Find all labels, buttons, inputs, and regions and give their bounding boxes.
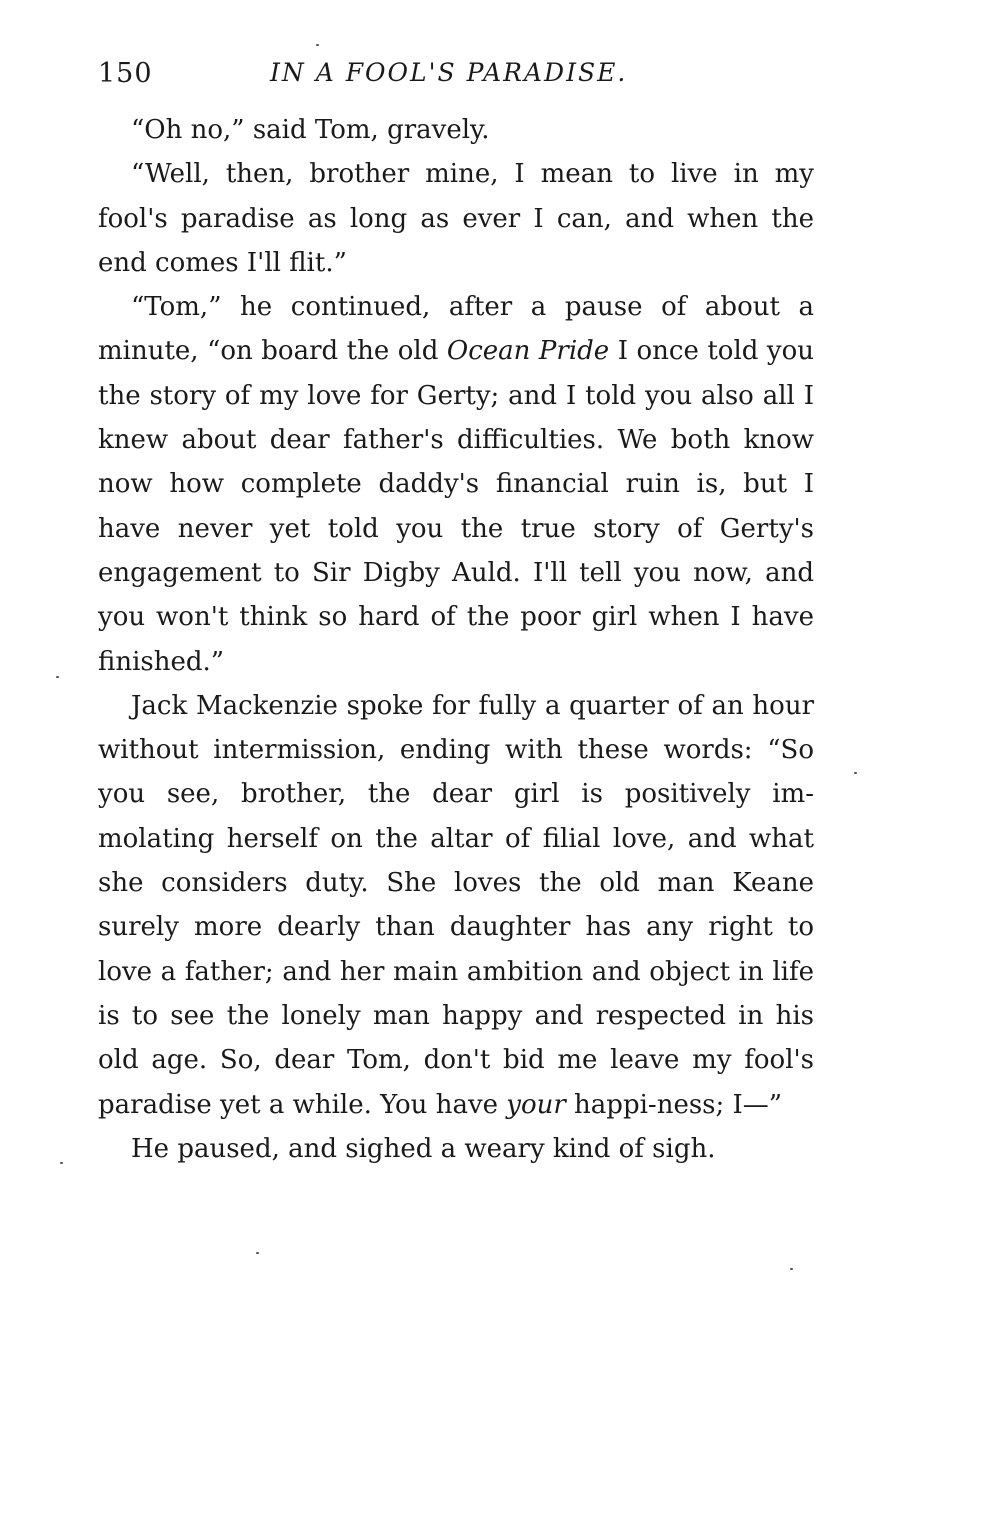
paragraph-5: He paused, and sighed a weary kind of sigh.	[131, 1133, 716, 1164]
paragraph-3	[98, 285, 814, 684]
scan-speck	[56, 676, 59, 678]
scan-speck	[790, 1268, 793, 1270]
body-text	[98, 108, 814, 1171]
paragraph-3-text-a: “Tom,” he continued, after a pause of about a minute, “on board the old	[98, 292, 814, 367]
scan-speck	[316, 44, 319, 46]
page-header	[98, 58, 818, 98]
paragraph-2: “Well, then, brother mine, I mean to live in my fool's paradise as long as ever I can, and when the end comes I'll flit.”	[98, 159, 814, 278]
scan-speck	[60, 1162, 63, 1164]
paragraph-4-text-b: happi-ness; I—”	[565, 1089, 783, 1120]
scan-speck	[854, 772, 857, 774]
ship-name: Ocean Pride	[446, 336, 610, 367]
paragraph-4	[98, 684, 814, 1127]
scan-speck	[256, 1252, 259, 1254]
paragraph-3-text-b: I once told you the story of my love for Gerty; and I told you also all I knew about dear father's difficulties. We both know now how complete daddy's financial ruin is, but I have never yet told you the true story of Gerty's engagement to Sir Digby Auld. I'll tell you now, and you won't think so hard of the poor girl when I have finished.”	[98, 336, 815, 677]
paragraph-4-text-a: Jack Mackenzie spoke for fully a quarter of an hour without intermission, ending with these words: “So you see, brother, the dear girl is positively im-molating herself on the altar of filial love, and what she considers duty. She loves the old man Keane surely more dearly than daughter has any right to love a father; and her main ambition and object in life is to see the lonely man happy and respected in his old age. So, dear Tom, don't bid me leave my fool's paradise yet a while. You have	[98, 690, 814, 1120]
paragraph-1: “Oh no,” said Tom, gravely.	[131, 115, 490, 145]
page-number: 150	[98, 58, 153, 89]
emphasis-your: your	[506, 1089, 566, 1120]
running-title: IN A FOOL'S PARADISE.	[270, 58, 628, 87]
